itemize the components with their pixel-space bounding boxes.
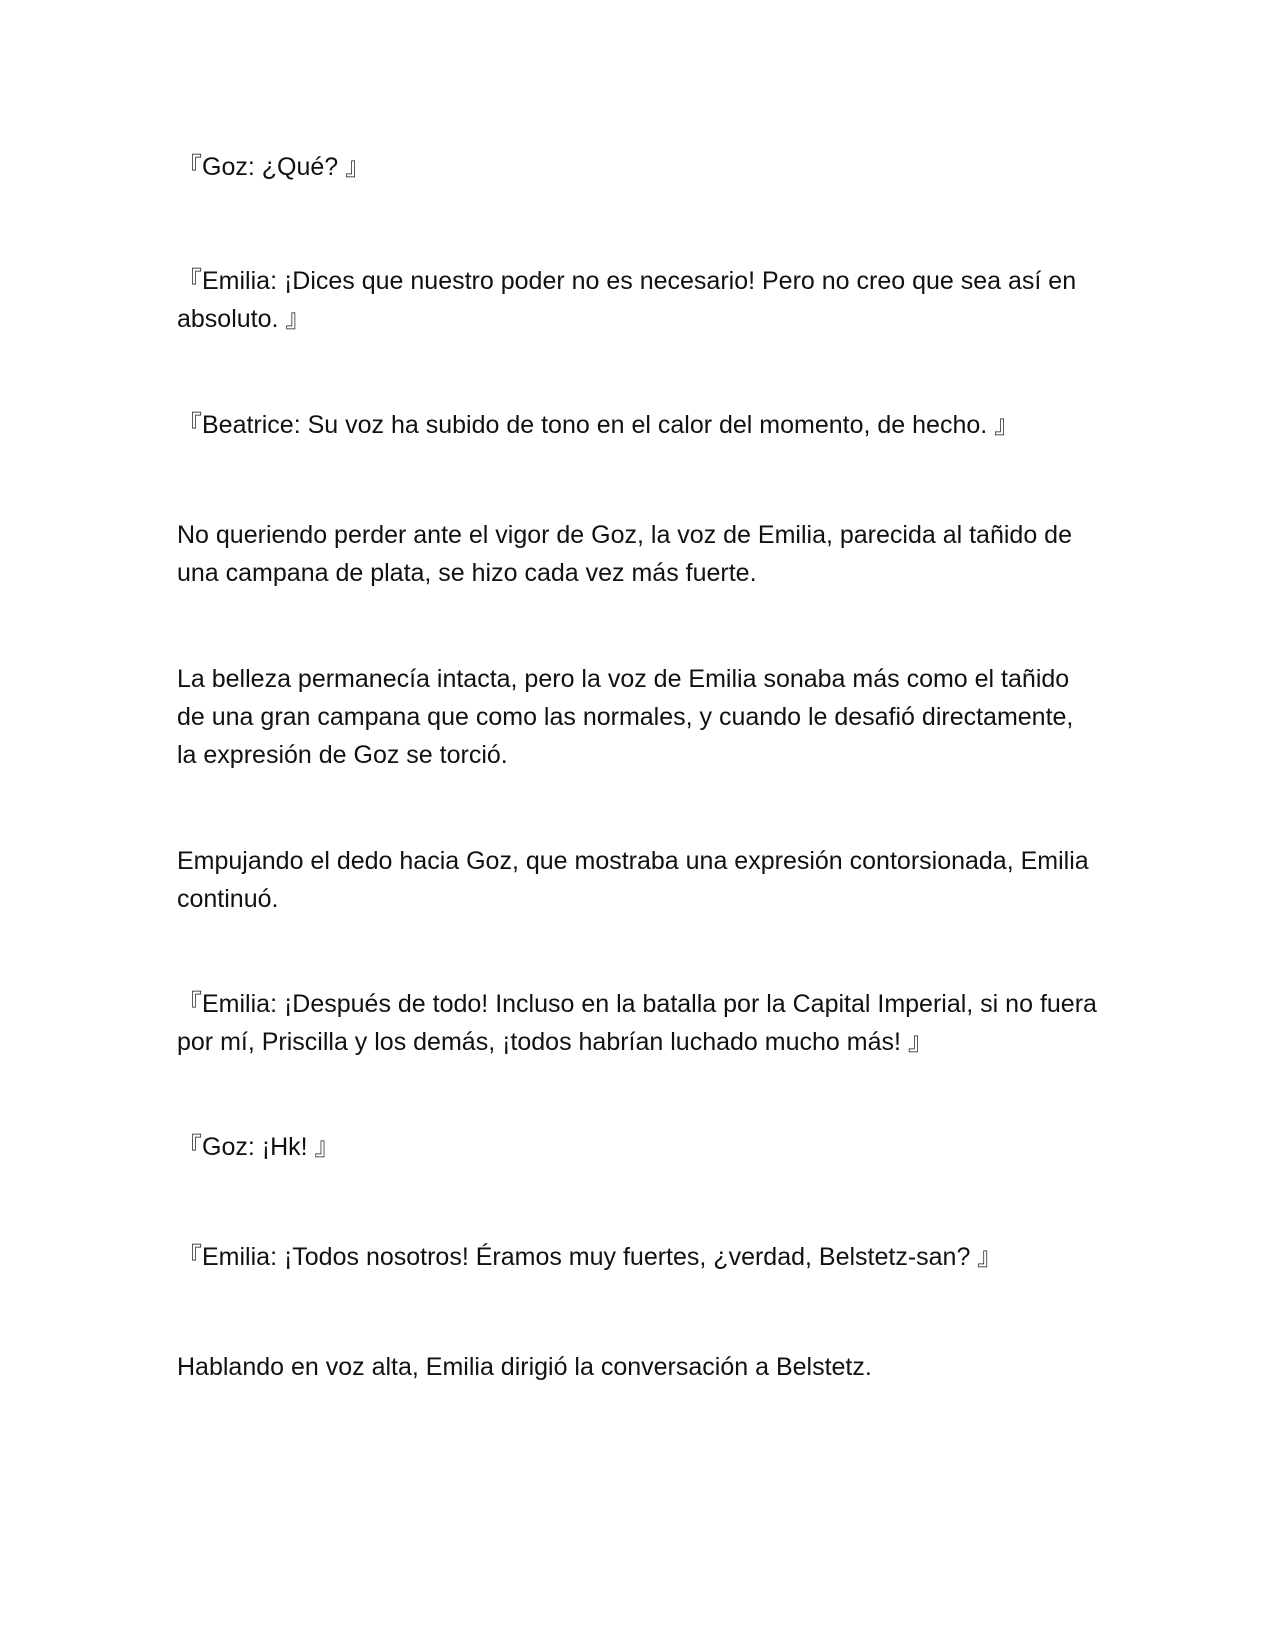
dialogue-emilia-poder: 『Emilia: ¡Dices que nuestro poder no es necesario! Pero no creo que sea así en absoluto. 』 (177, 267, 1077, 333)
dialogue-emilia-todos: 『Emilia: ¡Todos nosotros! Éramos muy fuertes, ¿verdad, Belstetz-san? 』 (177, 1243, 1003, 1271)
dialogue-emilia-batalla: 『Emilia: ¡Después de todo! Incluso en la batalla por la Capital Imperial, si no fuera por mí, Priscilla y los demás, ¡todos habrían luchado mucho más! 』 (177, 990, 1097, 1056)
narration-vigor: No queriendo perder ante el vigor de Goz, la voz de Emilia, parecida al tañido de una campana de plata, se hizo cada vez más fuerte. (177, 521, 1072, 587)
dialogue-goz-que: 『Goz: ¿Qué? 』 (177, 153, 371, 181)
narration-empujando: Empujando el dedo hacia Goz, que mostraba una expresión contorsionada, Emilia continuó. (177, 847, 1089, 913)
dialogue-goz-hk: 『Goz: ¡Hk! 』 (177, 1133, 340, 1161)
narration-belleza: La belleza permanecía intacta, pero la voz de Emilia sonaba más como el tañido de una gran campana que como las normales, y cuando le desafió directamente, la expresión de Goz se torció. (177, 665, 1074, 769)
narration-hablando: Hablando en voz alta, Emilia dirigió la conversación a Belstetz. (177, 1353, 872, 1381)
dialogue-beatrice: 『Beatrice: Su voz ha subido de tono en el calor del momento, de hecho. 』 (177, 411, 1020, 439)
